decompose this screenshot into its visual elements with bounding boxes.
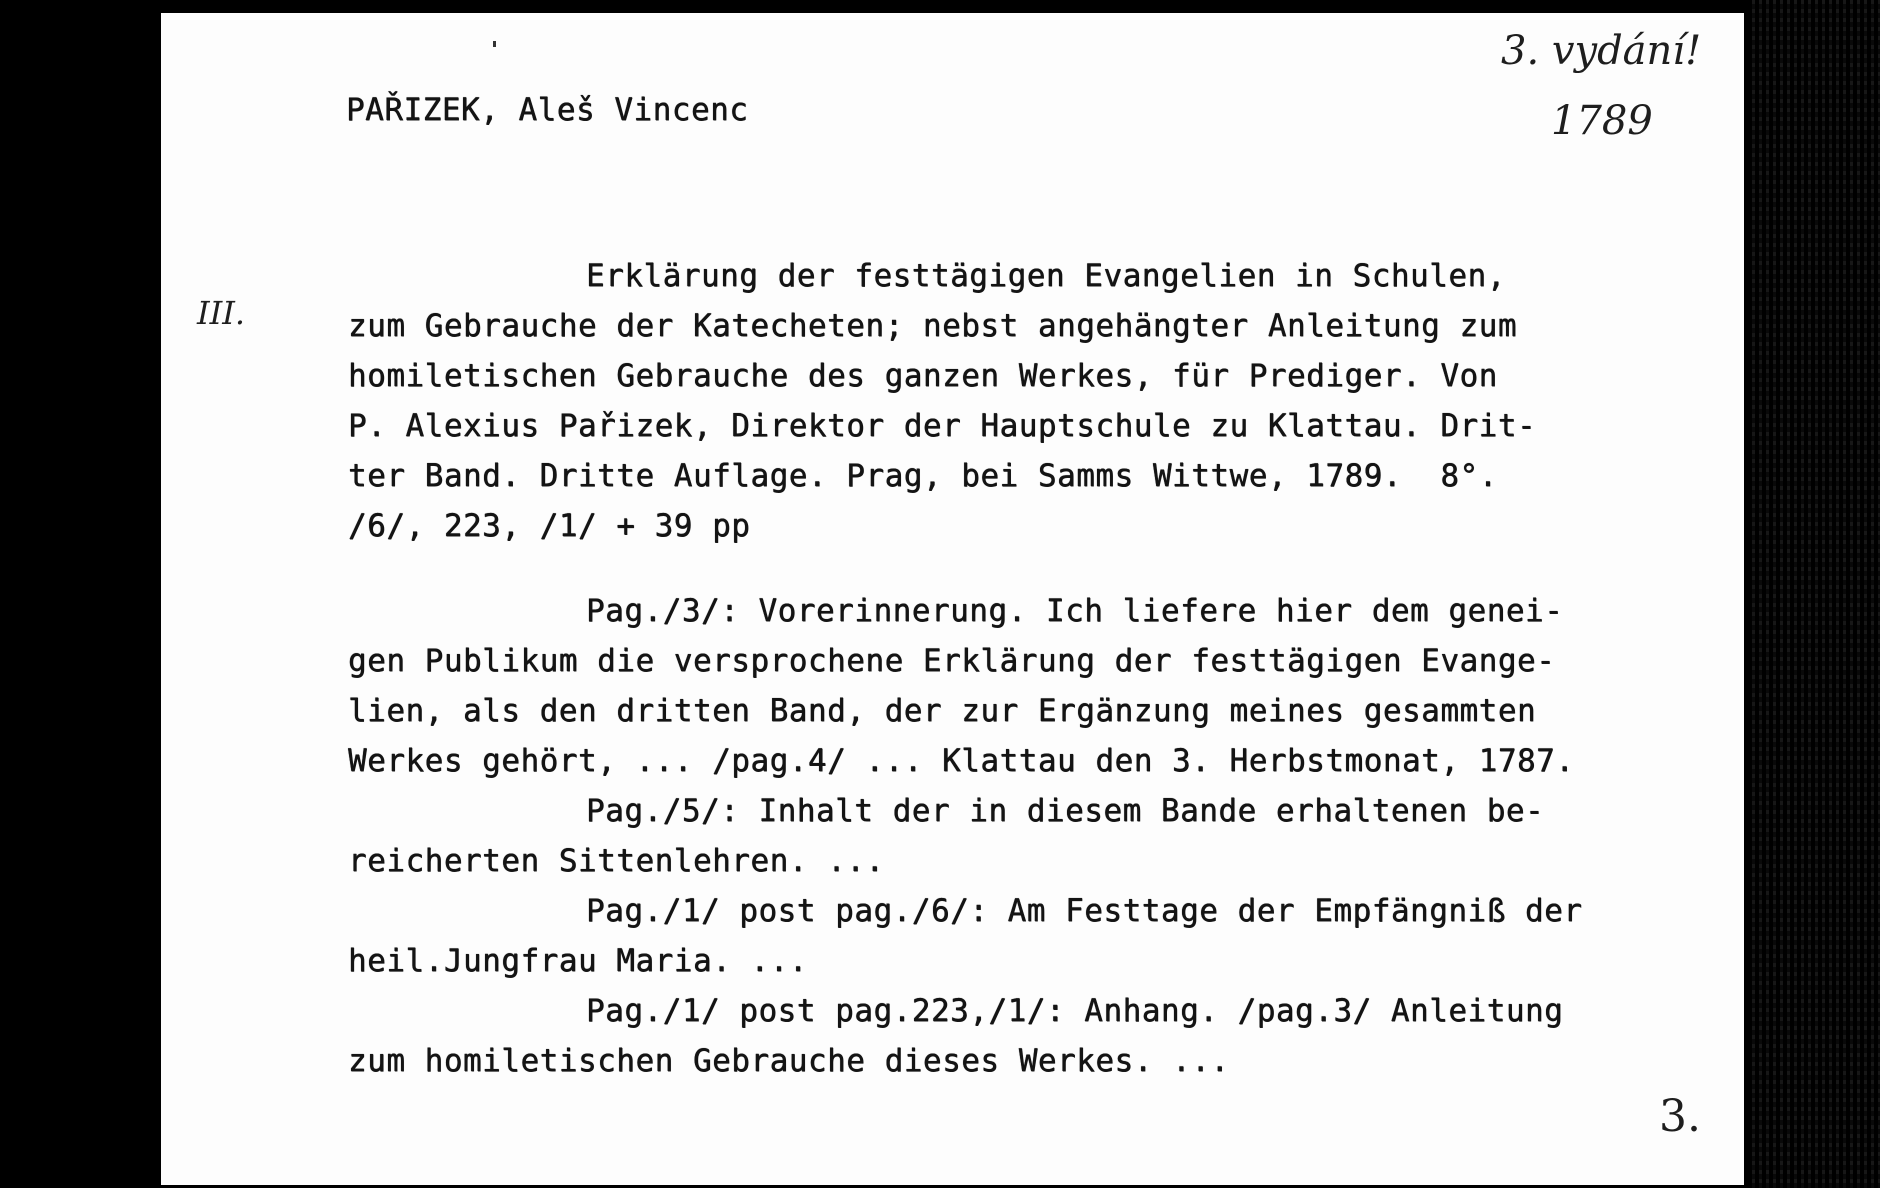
- content-line: lien, als den dritten Band, der zur Ergänzung meines gesammten: [348, 693, 1537, 729]
- content-line: zum homiletischen Gebrauche dieses Werkes. ...: [348, 1043, 1230, 1079]
- edition-note: 3. vydání!: [1501, 28, 1702, 74]
- content-line: heil.Jungfrau Maria. ...: [348, 943, 808, 979]
- entry-line: ter Band. Dritte Auflage. Prag, bei Samms Wittwe, 1789. 8°.: [348, 458, 1498, 494]
- year-note: 1789: [1551, 98, 1653, 144]
- card-number: 3.: [1659, 1091, 1701, 1142]
- entry-line: homiletischen Gebrauche des ganzen Werkes, für Prediger. Von: [348, 358, 1498, 394]
- scan-edge-strip: [1752, 0, 1880, 1188]
- margin-mark: III.: [197, 294, 246, 332]
- entry-line: zum Gebrauche der Katecheten; nebst angehängter Anleitung zum: [348, 308, 1517, 344]
- entry-line: Erklärung der festtägigen Evangelien in Schulen,: [586, 258, 1506, 294]
- author-heading: PAŘIZEK, Aleš Vincenc: [346, 92, 749, 128]
- content-line: reicherten Sittenlehren. ...: [348, 843, 885, 879]
- content-line: Pag./3/: Vorerinnerung. Ich liefere hier dem genei-: [586, 593, 1564, 629]
- entry-line: P. Alexius Pařizek, Direktor der Hauptschule zu Klattau. Drit-: [348, 408, 1537, 444]
- ink-speck: [493, 41, 496, 47]
- catalog-card: [161, 13, 1744, 1185]
- content-line: gen Publikum die versprochene Erklärung der festtägigen Evange-: [348, 643, 1556, 679]
- entry-line: /6/, 223, /1/ + 39 pp: [348, 508, 751, 544]
- content-line: Pag./5/: Inhalt der in diesem Bande erhaltenen be-: [586, 793, 1545, 829]
- content-line: Werkes gehört, ... /pag.4/ ... Klattau den 3. Herbstmonat, 1787.: [348, 743, 1575, 779]
- content-line: Pag./1/ post pag.223,/1/: Anhang. /pag.3/ Anleitung: [586, 993, 1564, 1029]
- content-line: Pag./1/ post pag./6/: Am Festtage der Empfängniß der: [586, 893, 1583, 929]
